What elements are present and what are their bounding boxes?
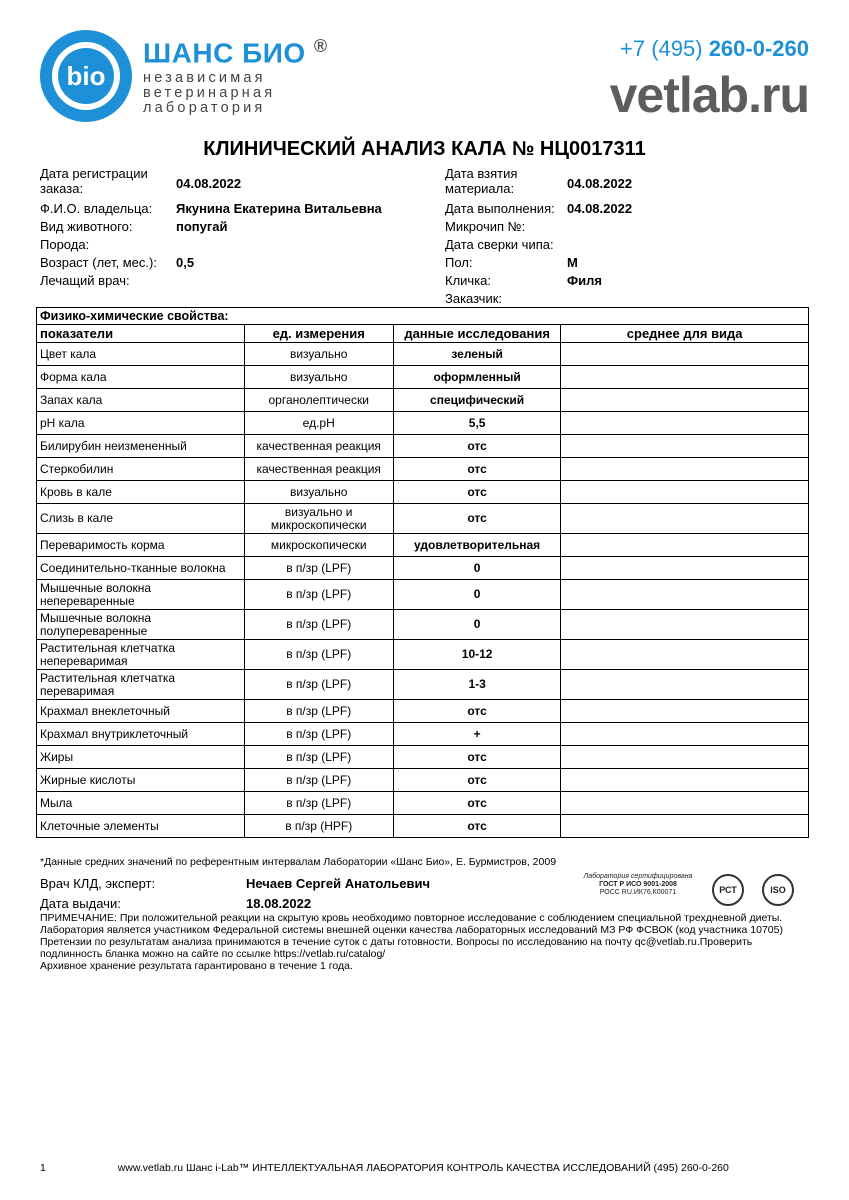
row-value: отс <box>393 792 560 815</box>
row-indicator: Крахмал внутриклеточный <box>37 723 245 746</box>
row-average <box>561 640 809 670</box>
brand-sub-line-1: независимая <box>143 70 266 86</box>
row-value: зеленый <box>393 343 560 366</box>
row-unit: качественная реакция <box>244 435 393 458</box>
site-url: vetlab.ru <box>609 67 809 123</box>
cert-line-1: Лаборатория сертифицирована <box>583 873 693 880</box>
remark-line: подлинность бланка можно на сайте по ссылке https://vetlab.ru/catalog/ <box>40 948 386 960</box>
row-average <box>561 746 809 769</box>
doctor-label: Лечащий врач: <box>40 273 130 288</box>
age-label: Возраст (лет, мес.): <box>40 255 157 270</box>
row-indicator: Мышечные волокна непереваренные <box>37 580 245 610</box>
row-unit: в п/зр (LPF) <box>244 746 393 769</box>
row-unit: в п/зр (LPF) <box>244 769 393 792</box>
expert-name: Нечаев Сергей Анатольевич <box>246 876 431 891</box>
row-unit: визуально и микроскопически <box>244 504 393 534</box>
customer-label: Заказчик: <box>445 291 503 306</box>
reg-date-label-2: заказа: <box>40 181 84 196</box>
row-indicator: Переваримость корма <box>37 534 245 557</box>
done-date: 04.08.2022 <box>567 201 633 216</box>
row-value: 1-3 <box>393 670 560 700</box>
footer-line: www.vetlab.ru Шанс i-Lab™ ИНТЕЛЛЕКТУАЛЬНАЯ ЛАБОРАТОРИЯ КОНТРОЛЬ КАЧЕСТВА ИССЛЕДОВАНИЙ (495) 260-0-260 <box>117 1162 729 1174</box>
chip-label: Микрочип №: <box>445 219 526 234</box>
sex: М <box>567 255 578 270</box>
row-average <box>561 723 809 746</box>
sample-date-label-2: материала: <box>445 181 515 196</box>
results-table <box>36 307 809 838</box>
row-indicator: Цвет кала <box>37 343 245 366</box>
table-row <box>37 504 809 534</box>
logo-ring <box>52 42 120 110</box>
row-value: отс <box>393 746 560 769</box>
table-row <box>37 481 809 504</box>
row-average <box>561 343 809 366</box>
row-indicator: Кровь в кале <box>37 481 245 504</box>
row-value: отс <box>393 700 560 723</box>
header-row <box>37 325 809 343</box>
row-average <box>561 366 809 389</box>
row-average <box>561 504 809 534</box>
row-indicator: Билирубин неизмененный <box>37 435 245 458</box>
nickname-label: Кличка: <box>445 273 492 288</box>
row-value: + <box>393 723 560 746</box>
reg-date-label-1: Дата регистрации <box>40 166 148 181</box>
table-row <box>37 366 809 389</box>
row-value: отс <box>393 458 560 481</box>
row-unit: в п/зр (HPF) <box>244 815 393 838</box>
certification-text <box>570 873 706 897</box>
table-row <box>37 769 809 792</box>
owner-label: Ф.И.О. владельца: <box>40 201 153 216</box>
row-indicator: Жиры <box>37 746 245 769</box>
col-header-value: данные исследования <box>393 325 560 343</box>
row-indicator: Соединительно-тканные волокна <box>37 557 245 580</box>
page-number: 1 <box>40 1162 46 1174</box>
row-average <box>561 815 809 838</box>
row-average <box>561 610 809 640</box>
reference-note: *Данные средних значений по референтным интервалам Лаборатории «Шанс Био», Е. Бурмистров, 2009 <box>40 856 557 868</box>
row-unit: в п/зр (LPF) <box>244 610 393 640</box>
reg-date: 04.08.2022 <box>176 176 242 191</box>
row-indicator: Клеточные элементы <box>37 815 245 838</box>
row-average <box>561 389 809 412</box>
row-average <box>561 670 809 700</box>
remark-line: Лаборатория является участником Федеральной системы внешней оценки качества лабораторных исследований МЗ РФ ФСВОК (код участника 10705) <box>40 924 783 936</box>
row-average <box>561 769 809 792</box>
row-indicator: Запах кала <box>37 389 245 412</box>
table-row <box>37 815 809 838</box>
row-value: отс <box>393 435 560 458</box>
nickname: Филя <box>567 273 602 288</box>
done-date-label: Дата выполнения: <box>445 201 555 216</box>
row-average <box>561 580 809 610</box>
row-unit: в п/зр (LPF) <box>244 723 393 746</box>
row-average <box>561 435 809 458</box>
row-value: 0 <box>393 610 560 640</box>
chip-check-label: Дата сверки чипа: <box>445 237 554 252</box>
table-row <box>37 435 809 458</box>
row-indicator: Растительная клетчатка непереваримая <box>37 640 245 670</box>
row-unit: визуально <box>244 481 393 504</box>
issue-date-label: Дата выдачи: <box>40 896 121 911</box>
row-unit: ед.pH <box>244 412 393 435</box>
row-average <box>561 700 809 723</box>
row-value: 0 <box>393 557 560 580</box>
sample-date-label-1: Дата взятия <box>445 166 518 181</box>
logo-text: bio <box>58 48 114 104</box>
section-title: Физико-химические свойства: <box>37 308 809 325</box>
table-row <box>37 610 809 640</box>
species-label: Вид животного: <box>40 219 133 234</box>
row-average <box>561 792 809 815</box>
row-value: 10-12 <box>393 640 560 670</box>
row-value: отс <box>393 815 560 838</box>
document-title: КЛИНИЧЕСКИЙ АНАЛИЗ КАЛА № НЦ0017311 <box>203 138 646 160</box>
row-average <box>561 534 809 557</box>
pct-certification-icon: РСТ <box>712 874 744 906</box>
cert-line-3: РОСС RU.ИК76.К00071 <box>599 889 677 896</box>
brand-sub-line-3: лаборатория <box>143 100 266 116</box>
phone-prefix: +7 (495) <box>620 36 703 61</box>
table-row <box>37 557 809 580</box>
row-average <box>561 557 809 580</box>
row-indicator: pH кала <box>37 412 245 435</box>
sample-date-label <box>445 166 517 196</box>
species: попугай <box>176 219 228 234</box>
row-value: отс <box>393 769 560 792</box>
phone-number: 260-0-260 <box>708 36 809 61</box>
table-row <box>37 723 809 746</box>
row-unit: в п/зр (LPF) <box>244 670 393 700</box>
remark-line: Архивное хранение результата гарантировано в течение 1 года. <box>40 960 353 972</box>
col-header-unit: ед. измерения <box>244 325 393 343</box>
row-unit: визуально <box>244 366 393 389</box>
table-row <box>37 343 809 366</box>
row-indicator: Крахмал внеклеточный <box>37 700 245 723</box>
table-row <box>37 534 809 557</box>
table-row <box>37 746 809 769</box>
row-average <box>561 481 809 504</box>
row-unit: в п/зр (LPF) <box>244 640 393 670</box>
brand-name-text: ШАНС БИО <box>143 37 306 69</box>
results-table-body <box>37 308 809 838</box>
sample-date: 04.08.2022 <box>567 176 633 191</box>
table-row <box>37 700 809 723</box>
owner: Якунина Екатерина Витальевна <box>176 201 382 216</box>
row-indicator: Слизь в кале <box>37 504 245 534</box>
issue-date: 18.08.2022 <box>246 896 312 911</box>
table-row <box>37 412 809 435</box>
brand-name <box>143 36 328 69</box>
row-value: 5,5 <box>393 412 560 435</box>
col-header-average: среднее для вида <box>561 325 809 343</box>
row-value: оформленный <box>393 366 560 389</box>
sex-label: Пол: <box>445 255 473 270</box>
table-row <box>37 792 809 815</box>
row-unit: визуально <box>244 343 393 366</box>
remark-line: ПРИМЕЧАНИЕ: При положительной реакции на скрытую кровь необходимо повторное исследование с соблюдением специальной трехдневной диеты. <box>40 912 783 924</box>
breed-label: Порода: <box>40 237 90 252</box>
table-row <box>37 640 809 670</box>
table-row <box>37 458 809 481</box>
iso-certification-icon: ISO <box>762 874 794 906</box>
row-unit: в п/зр (LPF) <box>244 700 393 723</box>
remarks <box>40 912 820 972</box>
row-indicator: Растительная клетчатка переваримая <box>37 670 245 700</box>
section-row <box>37 308 809 325</box>
cert-line-2: ГОСТ Р ИСО 9001-2008 <box>599 881 677 888</box>
row-unit: органолептически <box>244 389 393 412</box>
row-indicator: Форма кала <box>37 366 245 389</box>
phone <box>620 36 809 62</box>
col-header-indicator: показатели <box>37 325 245 343</box>
row-indicator: Жирные кислоты <box>37 769 245 792</box>
row-unit: в п/зр (LPF) <box>244 580 393 610</box>
row-unit: в п/зр (LPF) <box>244 557 393 580</box>
brand-sub-line-2: ветеринарная <box>143 85 276 101</box>
age: 0,5 <box>176 255 195 270</box>
table-row <box>37 580 809 610</box>
row-value: специфический <box>393 389 560 412</box>
row-average <box>561 458 809 481</box>
page-footer <box>40 1162 820 1174</box>
row-value: отс <box>393 504 560 534</box>
row-unit: в п/зр (LPF) <box>244 792 393 815</box>
registered-mark: ® <box>313 36 328 56</box>
row-value: отс <box>393 481 560 504</box>
row-indicator: Мышечные волокна полупереваренные <box>37 610 245 640</box>
table-row <box>37 389 809 412</box>
row-value: удовлетворительная <box>393 534 560 557</box>
table-row <box>37 670 809 700</box>
bio-logo <box>40 30 132 122</box>
reg-date-label <box>40 166 148 196</box>
row-unit: микроскопически <box>244 534 393 557</box>
row-indicator: Стеркобилин <box>37 458 245 481</box>
row-indicator: Мыла <box>37 792 245 815</box>
row-unit: качественная реакция <box>244 458 393 481</box>
row-value: 0 <box>393 580 560 610</box>
remark-line: Претензии по результатам анализа принимаются в течение суток с даты готовности. Вопросы по исследованию на почту qc@vetlab.ru.Проверить <box>40 936 753 948</box>
row-average <box>561 412 809 435</box>
expert-label: Врач КЛД, эксперт: <box>40 876 156 891</box>
